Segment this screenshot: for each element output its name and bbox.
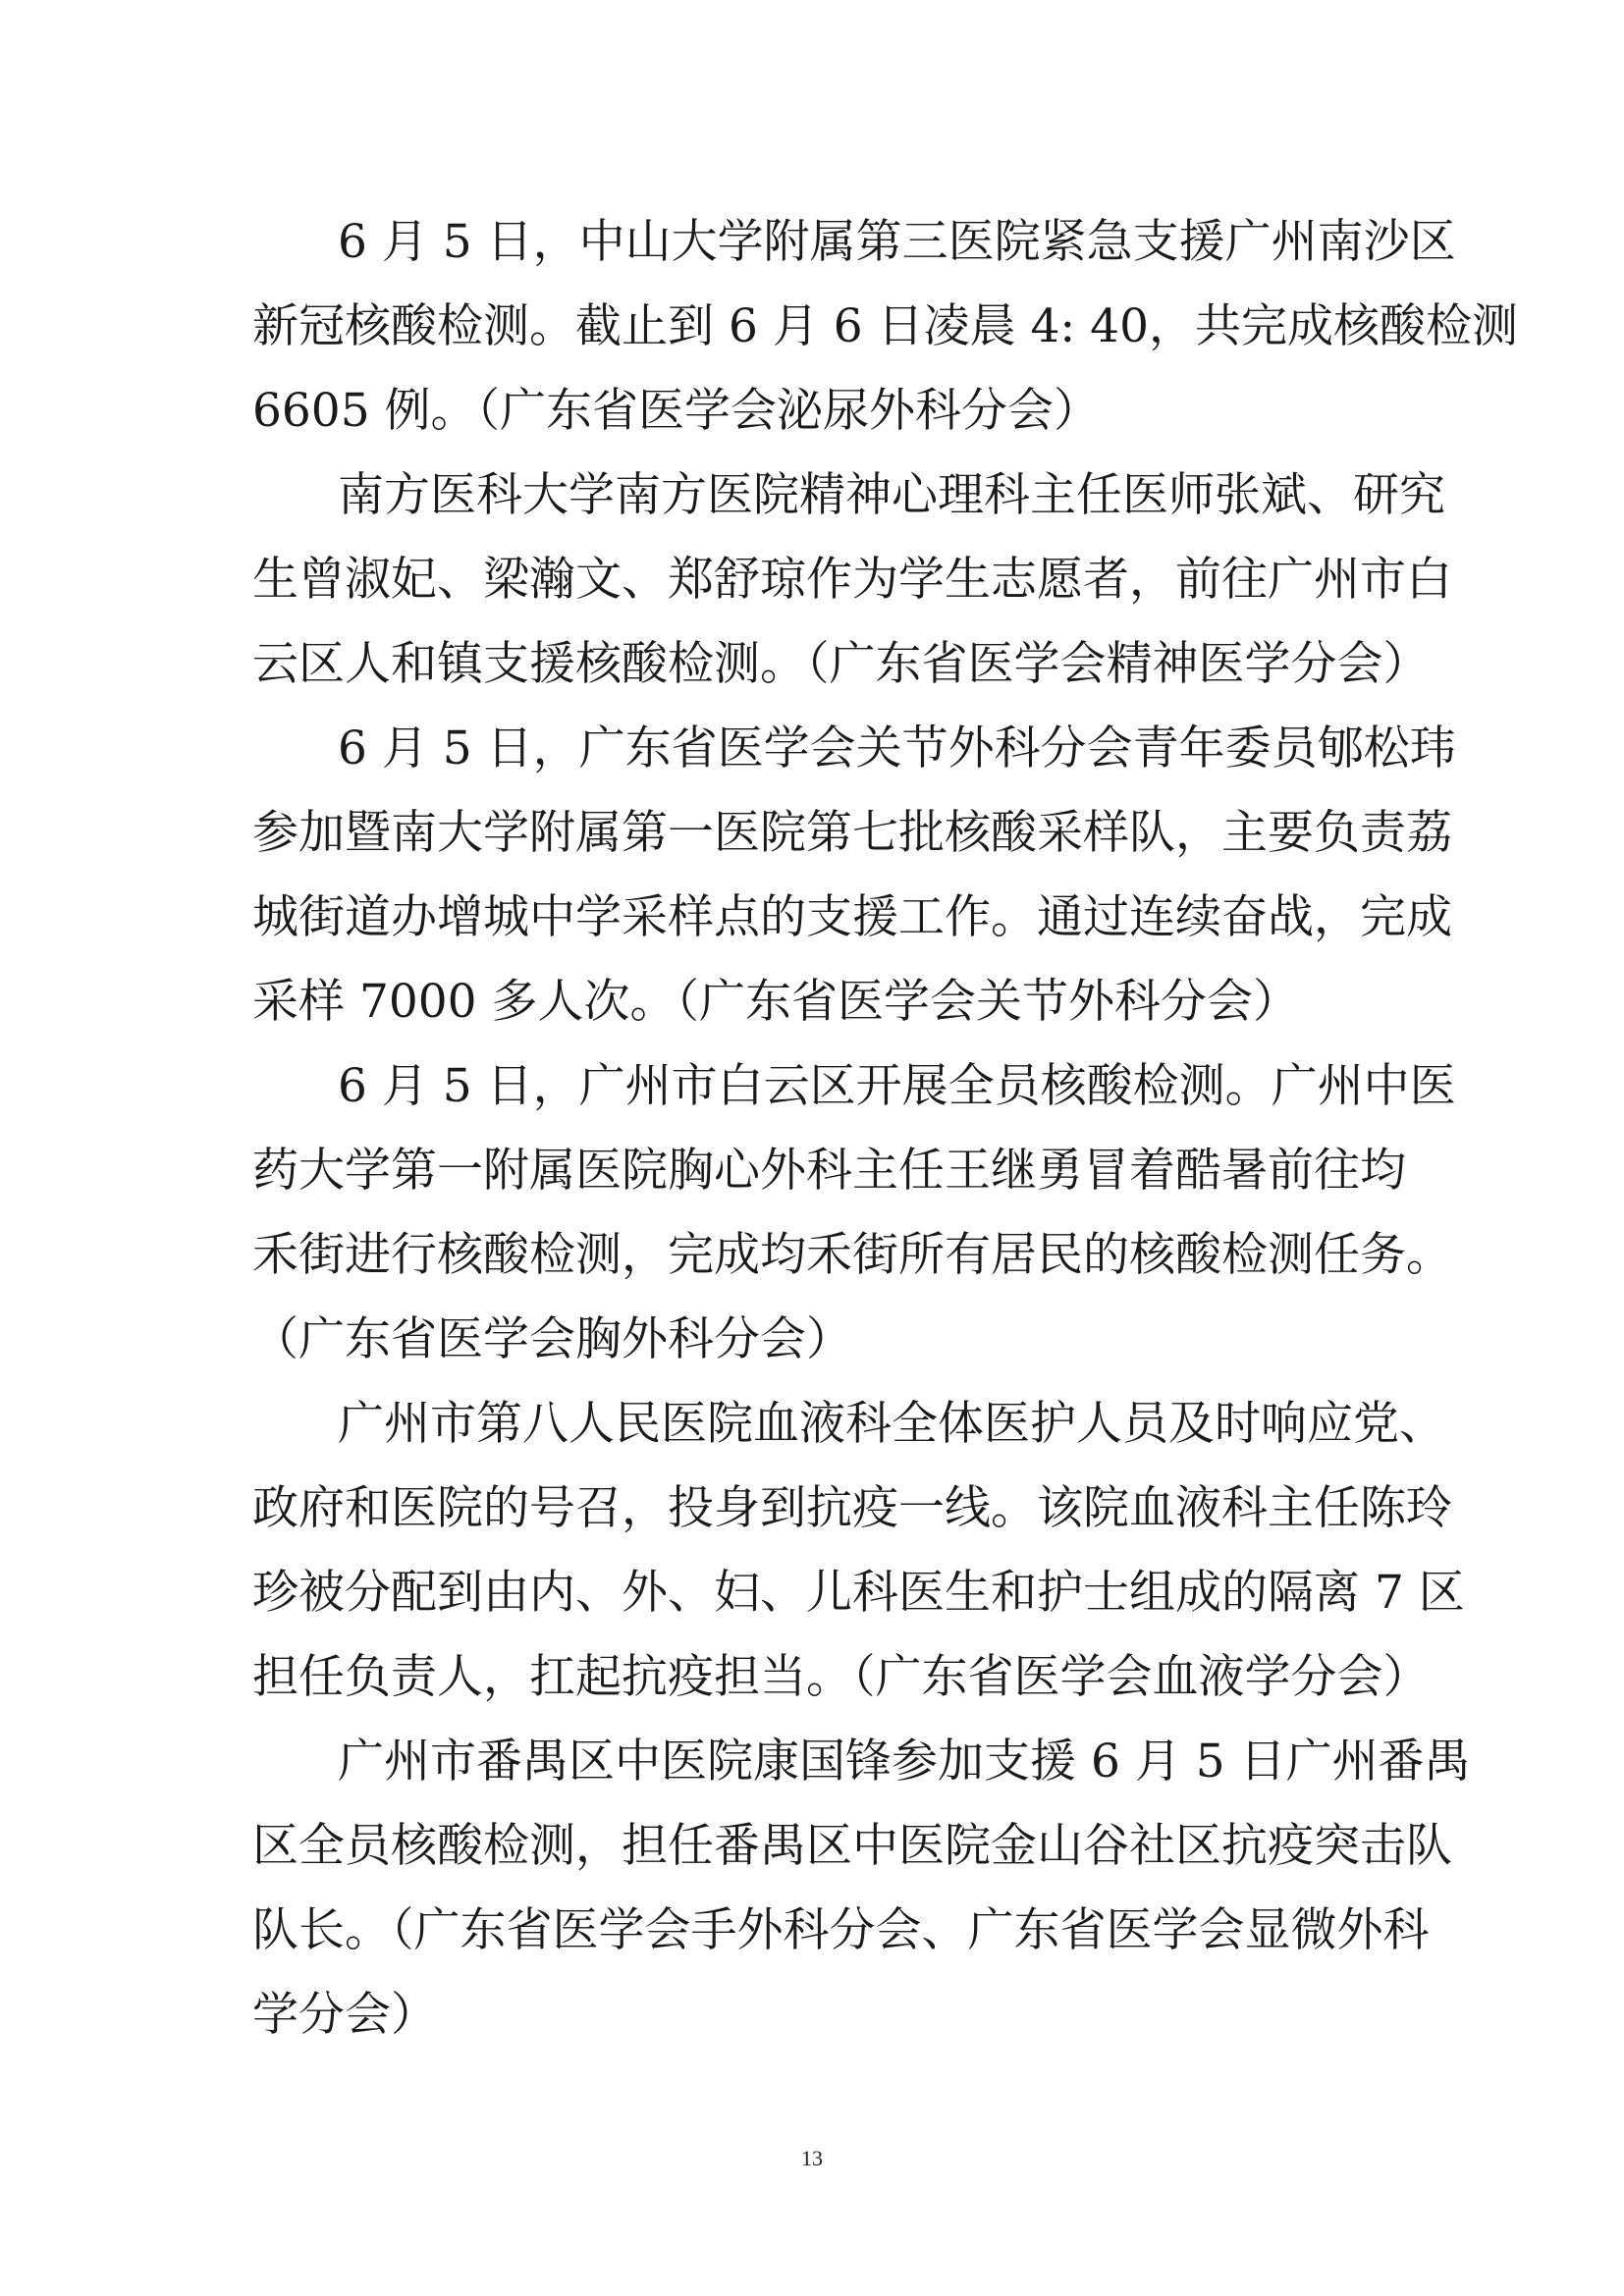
paragraph-2-line-3: 云区人和镇支援核酸检测。（广东省医学会精神医学分会） (252, 637, 1430, 691)
paragraph-3-line-4: 采样 7000 多人次。（广东省医学会关节外科分会） (252, 975, 1299, 1029)
page-number: 13 (801, 2146, 823, 2170)
paragraph-5-line-4: 担任负责人，扛起抗疫担当。（广东省医学会血液学分会） (252, 1650, 1430, 1704)
paragraph-2-line-1: 南方医科大学南方医院精神心理科主任医师张斌、研究 (338, 468, 1445, 522)
paragraph-1-line-2: 新冠核酸检测。截止到 6 月 6 日凌晨 4: 40，共完成核酸检测 (252, 299, 1518, 353)
paragraph-5-line-1: 广州市第八人民医院血液科全体医护人员及时响应党、 (338, 1397, 1445, 1451)
paragraph-6-line-4: 学分会） (252, 1988, 437, 2042)
paragraph-2-line-2: 生曾淑妃、梁瀚文、郑舒琼作为学生志愿者，前往广州市白 (252, 553, 1452, 607)
paragraph-6-line-2: 区全员核酸检测，担任番禺区中医院金山谷社区抗疫突击队 (252, 1819, 1452, 1873)
paragraph-4-line-4: （广东省医学会胸外科分会） (252, 1312, 852, 1366)
paragraph-5-line-3: 珍被分配到由内、外、妇、儿科医生和护士组成的隔离 7 区 (252, 1566, 1465, 1620)
paragraph-4-line-1: 6 月 5 日，广州市白云区开展全员核酸检测。广州中医 (338, 1059, 1456, 1113)
paragraph-3-line-1: 6 月 5 日，广东省医学会关节外科分会青年委员郇松玮 (338, 721, 1456, 775)
paragraph-6-line-1: 广州市番禺区中医院康国锋参加支援 6 月 5 日广州番禺 (338, 1735, 1471, 1789)
paragraph-1-line-1: 6 月 5 日，中山大学附属第三医院紧急支援广州南沙区 (338, 215, 1456, 269)
paragraph-3-line-3: 城街道办增城中学采样点的支援工作。通过连续奋战，完成 (252, 890, 1452, 944)
paragraph-5-line-2: 政府和医院的号召，投身到抗疫一线。该院血液科主任陈玲 (252, 1481, 1452, 1535)
paragraph-1-line-3: 6605 例。（广东省医学会泌尿外科分会） (252, 384, 1101, 438)
paragraph-3-line-2: 参加暨南大学附属第一医院第七批核酸采样队，主要负责荔 (252, 806, 1452, 860)
paragraph-4-line-2: 药大学第一附属医院胸心外科主任王继勇冒着酷暑前往均 (252, 1144, 1406, 1198)
paragraph-6-line-3: 队长。（广东省医学会手外科分会、广东省医学会显微外科 (252, 1903, 1430, 1957)
paragraph-4-line-3: 禾街进行核酸检测，完成均禾街所有居民的核酸检测任务。 (252, 1228, 1452, 1282)
